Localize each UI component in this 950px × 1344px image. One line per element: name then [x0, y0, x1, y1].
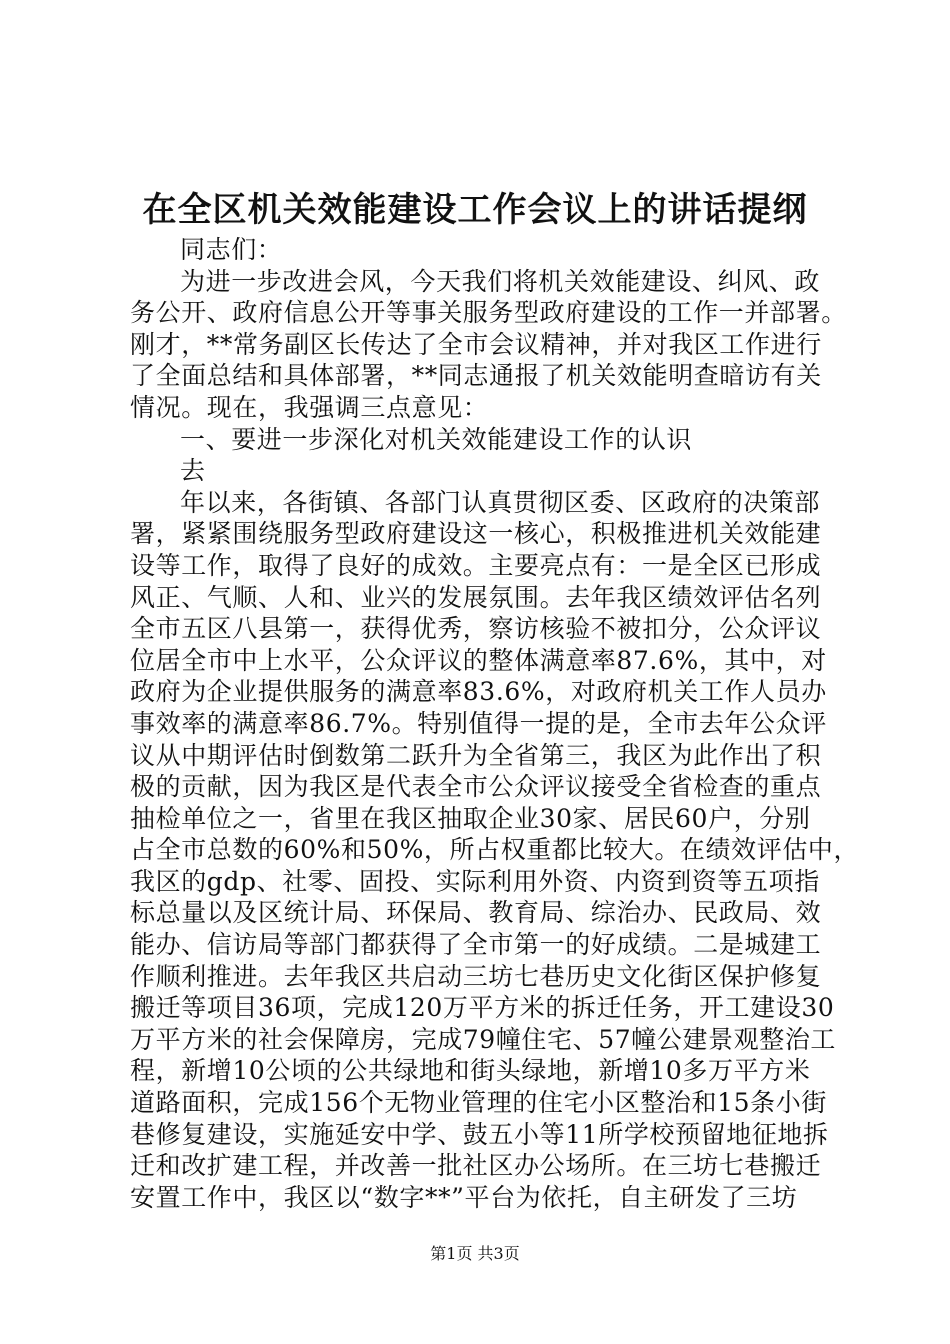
body-line: 务公开、政府信息公开等事关服务型政府建设的工作一并部署。	[130, 298, 847, 328]
body-line: 全市五区八县第一，获得优秀，察访核验不被扣分，公众评议	[130, 614, 822, 644]
body-line: 巷修复建设，实施延安中学、鼓五小等11所学校预留地征地拆	[130, 1119, 829, 1149]
body-line: 政府为企业提供服务的满意率83.6%，对政府机关工作人员办	[130, 677, 827, 707]
page-footer: 第1页 共3页	[430, 1244, 520, 1263]
body-line: 刚才，**常务副区长传达了全市会议精神，并对我区工作进行	[130, 329, 822, 359]
body-line: 我区的gdp、社零、固投、实际利用外资、内资到资等五项指	[130, 866, 820, 896]
body-line: 标总量以及区统计局、环保局、教育局、综治办、民政局、效	[130, 898, 822, 928]
body-line: 抽检单位之一，省里在我区抽取企业30家、居民60户，分别	[130, 803, 811, 833]
salutation-line: 同志们：	[180, 235, 283, 264]
body-line: 占全市总数的60%和50%，所占权重都比较大。在绩效评估中，	[130, 835, 860, 865]
document-title: 在全区机关效能建设工作会议上的讲话提纲	[142, 190, 808, 230]
body-line: 作顺利推进。去年我区共启动三坊七巷历史文化街区保护修复	[130, 961, 822, 991]
body-line: 安置工作中，我区以“数字**”平台为依托，自主研发了三坊	[130, 1182, 798, 1212]
body-line: 搬迁等项目36项，完成120万平方米的拆迁任务，开工建设30	[130, 993, 835, 1023]
body-line: 议从中期评估时倒数第二跃升为全省第三，我区为此作出了积	[130, 740, 822, 770]
body-line: 道路面积，完成156个无物业管理的住宅小区整治和15条小街	[130, 1088, 827, 1118]
body-line: 署，紧紧围绕服务型政府建设这一核心，积极推进机关效能建	[130, 519, 822, 549]
body-line: 万平方米的社会保障房，完成79幢住宅、57幢公建景观整治工	[130, 1024, 837, 1054]
body-line: 迁和改扩建工程，并改善一批社区办公场所。在三坊七巷搬迁	[130, 1151, 822, 1181]
body-line: 能办、信访局等部门都获得了全市第一的好成绩。二是城建工	[130, 930, 822, 960]
body-line: 去	[180, 456, 206, 486]
body-line: 极的贡献，因为我区是代表全市公众评议接受全省检查的重点	[130, 772, 822, 802]
body-line: 设等工作，取得了良好的成效。主要亮点有：一是全区已形成	[130, 550, 822, 580]
body-line: 情况。现在，我强调三点意见：	[130, 392, 489, 422]
body-line: 了全面总结和具体部署，**同志通报了机关效能明查暗访有关	[130, 361, 822, 391]
section-heading: 一、要进一步深化对机关效能建设工作的认识	[180, 424, 693, 454]
body-line: 风正、气顺、人和、业兴的发展氛围。去年我区绩效评估名列	[130, 582, 822, 612]
body-line: 年以来，各街镇、各部门认真贯彻区委、区政府的决策部	[180, 487, 821, 517]
body-line: 为进一步改进会风，今天我们将机关效能建设、纠风、政	[180, 266, 821, 296]
body-line: 事效率的满意率86.7%。特别值得一提的是，全市去年公众评	[130, 708, 827, 738]
document-body	[130, 234, 860, 1213]
body-line: 程，新增10公顷的公共绿地和街头绿地，新增10多万平方米	[130, 1056, 811, 1086]
body-line: 位居全市中上水平，公众评议的整体满意率87.6%，其中，对	[130, 645, 827, 675]
